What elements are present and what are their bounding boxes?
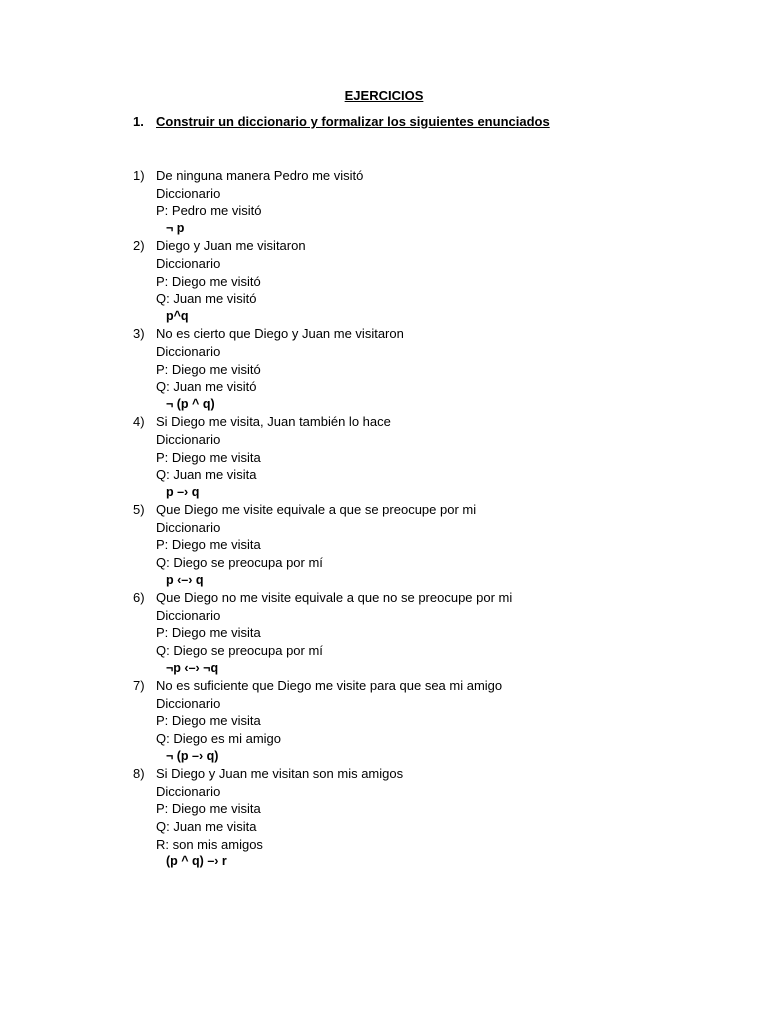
statement-text: Que Diego no me visite equivale a que no se preocupe por mi xyxy=(156,590,513,606)
dictionary-entry: Q: Diego se preocupa por mí xyxy=(156,555,323,571)
exercise-statement xyxy=(133,677,733,695)
exercise-statement xyxy=(133,237,733,255)
dictionary-entry: Q: Juan me visita xyxy=(156,467,257,483)
exercise-statement xyxy=(133,589,733,607)
exercise-number: 5) xyxy=(133,502,145,518)
statement-text: Que Diego me visite equivale a que se preocupe por mi xyxy=(156,502,477,518)
dictionary-entry: P: Diego me visita xyxy=(156,449,261,465)
statement-text: No es suficiente que Diego me visite para que sea mi amigo xyxy=(156,678,503,694)
exercise-number: 4) xyxy=(133,414,145,430)
formula: ¬ (p –› q) xyxy=(166,748,219,763)
exercise-number: 1) xyxy=(133,168,145,183)
dictionary-entry: Q: Juan me visita xyxy=(156,818,257,834)
dictionary-label: Diccionario xyxy=(156,783,221,799)
dictionary-label: Diccionario xyxy=(156,255,221,271)
formula: (p ^ q) –› r xyxy=(166,854,227,869)
exercise-statement xyxy=(133,501,733,519)
section-heading xyxy=(133,113,550,130)
statement-text: Si Diego me visita, Juan también lo hace xyxy=(156,414,391,430)
dictionary-entry: P: Diego me visita xyxy=(156,537,261,553)
formula: p^q xyxy=(166,308,189,323)
exercise-number: 8) xyxy=(133,766,145,782)
dictionary-entry: P: Diego me visita xyxy=(156,801,261,817)
dictionary-label: Diccionario xyxy=(156,185,221,201)
formula: ¬ p xyxy=(166,220,185,235)
exercise-number: 3) xyxy=(133,326,145,342)
exercise-statement xyxy=(133,765,733,783)
statement-text: Diego y Juan me visitaron xyxy=(156,238,306,254)
section-number: 1. xyxy=(133,114,144,129)
dictionary-entry: Q: Diego se preocupa por mí xyxy=(156,643,323,659)
dictionary-label: Diccionario xyxy=(156,607,221,623)
formula: ¬ (p ^ q) xyxy=(166,396,215,411)
formula: p –› q xyxy=(166,484,200,499)
dictionary-label: Diccionario xyxy=(156,431,221,447)
dictionary-label: Diccionario xyxy=(156,519,221,535)
dictionary-entry: R: son mis amigos xyxy=(156,836,263,852)
exercise-statement xyxy=(133,413,733,431)
exercise-statement xyxy=(133,325,733,343)
section-text: Construir un diccionario y formalizar los siguientes enunciados xyxy=(156,114,550,129)
exercise-number: 6) xyxy=(133,590,145,606)
exercise-statement xyxy=(133,167,733,185)
dictionary-entry: P: Diego me visita xyxy=(156,625,261,641)
formula: ¬p ‹–› ¬q xyxy=(166,660,219,675)
statement-text: De ninguna manera Pedro me visitó xyxy=(156,168,364,183)
dictionary-entry: Q: Juan me visitó xyxy=(156,379,257,395)
page-title: EJERCICIOS xyxy=(344,88,424,103)
dictionary-label: Diccionario xyxy=(156,695,221,711)
dictionary-entry: Q: Diego es mi amigo xyxy=(156,731,281,746)
dictionary-entry: P: Pedro me visitó xyxy=(156,203,262,219)
dictionary-entry: Q: Juan me visitó xyxy=(156,291,257,307)
exercise-number: 7) xyxy=(133,678,145,694)
statement-text: No es cierto que Diego y Juan me visitaron xyxy=(156,326,404,342)
statement-text: Si Diego y Juan me visitan son mis amigos xyxy=(156,766,404,782)
exercise-number: 2) xyxy=(133,238,145,254)
exercise-list xyxy=(133,167,733,871)
dictionary-entry: P: Diego me visitó xyxy=(156,361,261,377)
dictionary-entry: P: Diego me visitó xyxy=(156,273,261,289)
dictionary-label: Diccionario xyxy=(156,343,221,359)
dictionary-entry: P: Diego me visita xyxy=(156,713,261,729)
formula: p ‹–› q xyxy=(166,572,204,587)
